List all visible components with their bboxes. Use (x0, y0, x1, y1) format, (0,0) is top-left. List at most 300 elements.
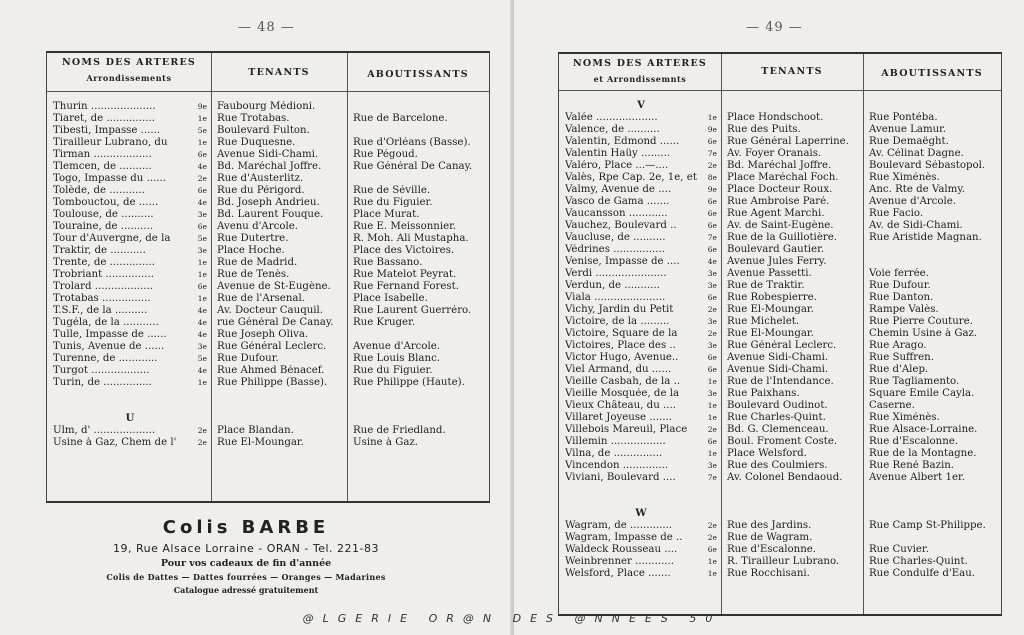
street-name: Vieux Château, du .... (565, 400, 676, 411)
endpoint-cell: Rue Ximénès. (869, 172, 940, 183)
endpoint-cell: Rue Pontéba. (869, 112, 938, 123)
tenant-cell: Rue d'Austerlitz. (217, 173, 304, 184)
street-row (53, 245, 207, 257)
street-row (565, 340, 717, 352)
arrondissement: 2e (707, 521, 717, 530)
street-name: Weinbrenner ............ (565, 556, 675, 567)
tenant-cell: Rue Trotabas. (217, 113, 290, 124)
street-name: Vaucluse, de .......... (565, 232, 666, 243)
street-name: Victoires, Place des .. (565, 340, 676, 351)
street-row (565, 292, 717, 304)
tenant-cell: Place Hoche. (217, 245, 285, 256)
arrondissement: 2e (707, 329, 717, 338)
endpoint-cell: Rue Ximénès. (869, 412, 940, 423)
right-page (514, 0, 1024, 635)
arrondissement: 9e (707, 185, 717, 194)
street-name: Tour d'Auvergne, de la (53, 233, 171, 244)
endpoints-column (353, 101, 487, 449)
street-name: Verdi ...................... (565, 268, 667, 279)
arrondissement: 3e (707, 281, 717, 290)
arrondissement: 9e (197, 102, 207, 111)
street-name: Vieille Casbah, de la .. (565, 376, 681, 387)
tenant-cell: Rue Agent Marchi. (727, 208, 825, 219)
street-name: Toulouse, de .......... (53, 209, 154, 220)
street-row (53, 137, 207, 149)
tenants-column (217, 101, 347, 449)
column-header-streets: NOMS DES ARTERES et Arrondissemnts (573, 58, 707, 84)
arrondissement: 6e (707, 221, 717, 230)
street-name: Valéro, Place ...—.... (565, 160, 669, 171)
endpoint-cell: Rue de Friedland. (353, 425, 446, 436)
street-names-column (53, 101, 207, 449)
tenant-cell: Rue Philippe (Basse). (217, 377, 328, 388)
tenant-cell: Avenue Passetti. (727, 268, 812, 279)
street-row (565, 316, 717, 328)
street-row (53, 377, 207, 389)
tenant-cell: Place Maréchal Foch. (727, 172, 839, 183)
arrondissement: 4e (197, 366, 207, 375)
arrondissement: 3e (197, 342, 207, 351)
arrondissement: 2e (707, 533, 717, 542)
street-row (53, 437, 207, 449)
endpoint-cell: Rue du Figuier. (353, 197, 433, 208)
street-row (53, 233, 207, 245)
street-row (565, 112, 717, 124)
endpoint-cell (353, 101, 487, 113)
street-name: Vilna, de ............... (565, 448, 663, 459)
street-row (565, 424, 717, 436)
arrondissement: 3e (707, 341, 717, 350)
street-name: Thurin .................... (53, 101, 156, 112)
arrondissement: 6e (197, 150, 207, 159)
street-row (565, 400, 717, 412)
tenant-cell: Place Welsford. (727, 448, 807, 459)
street-row (53, 341, 207, 353)
arrondissement: 1e (707, 113, 717, 122)
street-row (565, 544, 717, 556)
endpoint-cell: Place Isabelle. (353, 293, 428, 304)
advert-catalogue: Catalogue adressé gratuitement (173, 585, 319, 595)
arrondissement: 1e (707, 449, 717, 458)
street-row (53, 113, 207, 125)
endpoint-cell: Rue Fernand Forest. (353, 281, 459, 292)
endpoint-cell: Caserne. (869, 400, 915, 411)
arrondissement: 6e (707, 545, 717, 554)
street-row (565, 328, 717, 340)
endpoint-cell: Rue d'Orléans (Basse). (353, 137, 471, 148)
arrondissement: 1e (707, 557, 717, 566)
tenant-cell: Rue Dufour. (217, 353, 279, 364)
tenant-cell: Av. de Saint-Eugène. (727, 220, 834, 231)
spacer (869, 508, 999, 520)
advert-tagline: Pour vos cadeaux de fin d'année (160, 558, 332, 569)
street-row (53, 317, 207, 329)
street-row (565, 376, 717, 388)
tenant-cell: Rue de Traktir. (727, 280, 805, 291)
street-row (565, 136, 717, 148)
arrondissement: 2e (197, 438, 207, 447)
column-header-streets: NOMS DES ARTERES Arrondissements (62, 57, 196, 83)
street-row (53, 329, 207, 341)
streets-table (558, 52, 1002, 616)
street-name: Tirailleur Lubrano, du (53, 137, 168, 148)
street-name: Valès, Rpe Cap. 2e, 1e, et (565, 172, 697, 183)
endpoint-cell: Place des Victoires. (353, 245, 455, 256)
endpoint-cell: Voie ferrée. (869, 268, 929, 279)
tenant-cell: Rue de l'Intendance. (727, 376, 834, 387)
street-name: Tibesti, Impasse ...... (53, 125, 161, 136)
tenant-cell: rue Général De Canay. (217, 317, 334, 328)
endpoint-cell: Place Murat. (353, 209, 420, 220)
street-row (53, 149, 207, 161)
spacer (869, 496, 999, 508)
arrondissement: 2e (707, 161, 717, 170)
street-row (53, 365, 207, 377)
arrondissement: 5e (197, 234, 207, 243)
street-name: Togo, Impasse du ...... (53, 173, 167, 184)
arrondissement: 1e (707, 569, 717, 578)
arrondissement: 1e (197, 294, 207, 303)
arrondissement: 6e (707, 137, 717, 146)
street-name: Valentin, Edmond ...... (565, 136, 680, 147)
arrondissement: 3e (707, 461, 717, 470)
tenant-cell: Bd. Laurent Fouque. (217, 209, 324, 220)
arrondissement: 3e (707, 269, 717, 278)
arrondissement: 1e (707, 377, 717, 386)
spacer (217, 401, 347, 413)
street-name: Valmy, Avenue de .... (565, 184, 672, 195)
street-name: Valence, de .......... (565, 124, 660, 135)
street-row (53, 269, 207, 281)
street-row (53, 185, 207, 197)
street-name: Venise, Impasse de .... (565, 256, 680, 267)
street-row (565, 256, 717, 268)
tenant-cell: Av. Colonel Bendaoud. (727, 472, 843, 483)
street-name: Wagram, de ............. (565, 520, 673, 531)
tenant-cell: Av. Foyer Oranais. (727, 148, 822, 159)
tenant-cell: Avenue de St-Eugène. (217, 281, 331, 292)
advertisement (96, 517, 396, 595)
street-row (53, 221, 207, 233)
street-row (53, 125, 207, 137)
endpoint-cell: Rue Tagliamento. (869, 376, 960, 387)
tenant-cell: Bd. Joseph Andrieu. (217, 197, 320, 208)
spacer (869, 484, 999, 496)
tenant-cell: Rue du Périgord. (217, 185, 305, 196)
street-row (565, 160, 717, 172)
tenant-cell: Bd. Maréchal Joffre. (217, 161, 322, 172)
street-name: Viviani, Boulevard .... (565, 472, 676, 483)
section-letter: U (125, 413, 135, 424)
endpoint-cell: Rue Suffren. (869, 352, 934, 363)
arrondissement: 2e (197, 426, 207, 435)
endpoint-cell: Rue Charles-Quint. (869, 556, 968, 567)
endpoint-cell: Usine à Gaz. (353, 437, 419, 448)
street-name: Vasco de Gama ....... (565, 196, 670, 207)
street-row (53, 353, 207, 365)
endpoint-cell: Rampe Valès. (869, 304, 939, 315)
street-row (565, 568, 717, 580)
street-name: Vincendon .............. (565, 460, 669, 471)
streets-table (46, 51, 490, 503)
arrondissement: 3e (707, 389, 717, 398)
arrondissement: 1e (707, 413, 717, 422)
arrondissement: 1e (197, 258, 207, 267)
tenant-cell: Rue El-Moungar. (727, 328, 814, 339)
tenant-cell: Boulevard Oudinot. (727, 400, 828, 411)
spacer (869, 100, 999, 112)
tenant-cell: Rue d'Escalonne. (727, 544, 817, 555)
street-row (565, 208, 717, 220)
endpoint-cell: Rue E. Meissonnier. (353, 221, 457, 232)
street-names-column (565, 100, 717, 580)
street-row (565, 268, 717, 280)
street-name: Vichy, Jardin du Petit (565, 304, 674, 315)
street-name: Victoire, de la ......... (565, 316, 670, 327)
section-letter: V (637, 100, 645, 111)
spacer (217, 413, 347, 425)
tenant-cell: Rue de Tenès. (217, 269, 290, 280)
street-name: Touraine, de .......... (53, 221, 154, 232)
endpoint-cell: Rue de Séville. (353, 185, 431, 196)
spacer (727, 100, 863, 112)
arrondissement: 2e (707, 425, 717, 434)
street-name: Tunis, Avenue de ...... (53, 341, 165, 352)
arrondissement: 1e (707, 401, 717, 410)
endpoint-cell: Chemin Usine à Gaz. (869, 328, 978, 339)
endpoint-cell: Rue Danton. (869, 292, 934, 303)
street-name: Tombouctou, de ...... (53, 197, 159, 208)
endpoint-cell (353, 125, 487, 137)
endpoint-cell: Rue Matelot Peyrat. (353, 269, 457, 280)
watermark: @LGERIE OR@N DES @NNEES 50 (302, 612, 722, 625)
endpoint-cell: R. Moh. Ali Mustapha. (353, 233, 469, 244)
street-name: Victor Hugo, Avenue.. (565, 352, 679, 363)
street-name: Tlemcen, de .......... (53, 161, 152, 172)
street-name: Verdun, de ........... (565, 280, 660, 291)
endpoint-cell: Rue Pierre Couture. (869, 316, 973, 327)
tenant-cell: Rue Rocchisani. (727, 568, 810, 579)
street-name: Tolède, de ........... (53, 185, 145, 196)
endpoint-cell: Avenue Lamur. (869, 124, 947, 135)
endpoint-cell: Rue Pégoud. (353, 149, 418, 160)
street-row (53, 305, 207, 317)
street-row (565, 472, 717, 484)
street-name: Trotabas ............... (53, 293, 151, 304)
endpoint-cell: Avenue d'Arcole. (353, 341, 441, 352)
arrondissement: 7e (707, 149, 717, 158)
street-row (565, 232, 717, 244)
endpoint-cell (353, 329, 487, 341)
spacer (727, 484, 863, 496)
street-name: Villemin ................. (565, 436, 666, 447)
arrondissement: 4e (197, 306, 207, 315)
page-number: — 49 — (746, 20, 803, 35)
arrondissement: 6e (707, 293, 717, 302)
tenant-cell: Avenu d'Arcole. (217, 221, 299, 232)
street-name: T.S.F., de la .......... (53, 305, 148, 316)
spacer (353, 389, 487, 401)
arrondissement: 6e (707, 365, 717, 374)
column-header-tenants: TENANTS (248, 67, 310, 78)
arrondissement: 1e (197, 114, 207, 123)
arrondissement: 7e (707, 233, 717, 242)
street-row (565, 412, 717, 424)
street-name: Védrines ................ (565, 244, 665, 255)
tenant-cell: Boulevard Gautier. (727, 244, 825, 255)
spacer (565, 496, 717, 508)
spacer (53, 389, 207, 401)
spacer (53, 401, 207, 413)
endpoint-cell: Av. de Sidi-Chami. (869, 220, 963, 231)
tenant-cell: Rue Dutertre. (217, 233, 289, 244)
endpoint-cell: Rue de la Montagne. (869, 448, 977, 459)
street-name: Viel Armand, du ...... (565, 364, 672, 375)
street-row (53, 101, 207, 113)
arrondissement: 8e (707, 173, 717, 182)
street-row (53, 425, 207, 437)
arrondissement: 4e (707, 257, 717, 266)
tenant-cell: Rue Général Laperrine. (727, 136, 849, 147)
endpoint-cell: Rue d'Escalonne. (869, 436, 959, 447)
advert-products: Colis de Dattes — Dattes fourrées — Oranges — Madarines (106, 572, 386, 582)
street-row (565, 388, 717, 400)
tenant-cell: Rue Duquesne. (217, 137, 296, 148)
arrondissement: 1e (197, 138, 207, 147)
endpoint-cell: Anc. Rte de Valmy. (869, 184, 965, 195)
street-row (53, 209, 207, 221)
tenant-cell: Rue Général Leclerc. (727, 340, 837, 351)
arrondissement: 9e (707, 125, 717, 134)
street-row (565, 304, 717, 316)
endpoint-cell: Rue Facio. (869, 208, 924, 219)
spacer (353, 413, 487, 425)
street-row (565, 460, 717, 472)
endpoint-cell: Rue René Bazin. (869, 460, 955, 471)
tenant-cell: R. Tirailleur Lubrano. (727, 556, 840, 567)
street-row (565, 172, 717, 184)
tenant-cell: Place Blandan. (217, 425, 294, 436)
tenant-cell: Rue de l'Arsenal. (217, 293, 305, 304)
tenant-cell: Rue des Puits. (727, 124, 801, 135)
arrondissement: 6e (707, 353, 717, 362)
column-header-endpoints: ABOUTISSANTS (367, 69, 469, 80)
tenant-cell: Place Docteur Roux. (727, 184, 833, 195)
endpoint-cell: Rue Arago. (869, 340, 927, 351)
endpoint-cell (869, 256, 999, 268)
arrondissement: 2e (197, 174, 207, 183)
spacer (217, 389, 347, 401)
tenants-column (727, 100, 863, 580)
street-name: Valentin Haüy ......... (565, 148, 671, 159)
arrondissement: 4e (197, 318, 207, 327)
street-row (53, 281, 207, 293)
tenant-cell: Rue Général Leclerc. (217, 341, 327, 352)
street-row (565, 532, 717, 544)
street-name: Victoire, Square de la (565, 328, 678, 339)
street-row (565, 280, 717, 292)
endpoint-cell: Rue Laurent Guerréro. (353, 305, 472, 316)
street-name: Usine à Gaz, Chem de l' (53, 437, 177, 448)
arrondissement: 6e (197, 282, 207, 291)
tenant-cell: Rue Robespierre. (727, 292, 817, 303)
street-name: Viala ...................... (565, 292, 666, 303)
advert-address: 19, Rue Alsace Lorraine - ORAN - Tel. 221-83 (113, 542, 379, 555)
arrondissement: 2e (707, 305, 717, 314)
arrondissement: 6e (197, 222, 207, 231)
endpoint-cell: Rue Aristide Magnan. (869, 232, 982, 243)
tenant-cell: Rue Ambroise Paré. (727, 196, 830, 207)
street-name: Traktir, de ........... (53, 245, 146, 256)
tenant-cell: Bd. G. Clemenceau. (727, 424, 829, 435)
endpoint-cell (869, 532, 999, 544)
spacer (565, 484, 717, 496)
arrondissement: 6e (197, 186, 207, 195)
street-name: Tulle, Impasse de ...... (53, 329, 167, 340)
street-row (53, 173, 207, 185)
tenant-cell: Rue des Jardins. (727, 520, 812, 531)
street-name: Waldeck Rousseau .... (565, 544, 678, 555)
arrondissement: 5e (197, 126, 207, 135)
endpoint-cell: Rue de Barcelone. (353, 113, 448, 124)
tenant-cell: Av. Docteur Cauquil. (217, 305, 324, 316)
street-name: Villebois Mareuil, Place (565, 424, 688, 435)
page-number: — 48 — (238, 20, 295, 35)
endpoint-cell: Rue d'Alep. (869, 364, 929, 375)
tenant-cell: Rue des Coulmiers. (727, 460, 828, 471)
spacer (353, 401, 487, 413)
tenant-cell: Rue Michelet. (727, 316, 800, 327)
street-row (565, 124, 717, 136)
spacer (727, 508, 863, 520)
street-name: Welsford, Place ....... (565, 568, 671, 579)
street-name: Vauchez, Boulevard .. (565, 220, 677, 231)
street-row (565, 196, 717, 208)
tenant-cell: Avenue Sidi-Chami. (217, 149, 319, 160)
endpoint-cell (869, 244, 999, 256)
endpoint-cell: Boulevard Sébastopol. (869, 160, 986, 171)
column-header-tenants: TENANTS (761, 66, 823, 77)
endpoint-cell: Av. Célinat Dagne. (869, 148, 964, 159)
endpoint-cell: Square Emile Cayla. (869, 388, 975, 399)
endpoint-cell: Rue Bassano. (353, 257, 423, 268)
tenant-cell: Rue de la Guillotière. (727, 232, 837, 243)
arrondissement: 6e (707, 245, 717, 254)
tenant-cell: Rue Joseph Oliva. (217, 329, 309, 340)
street-row (565, 220, 717, 232)
endpoint-cell: Avenue d'Arcole. (869, 196, 957, 207)
street-name: Turgot .................. (53, 365, 150, 376)
street-row (565, 364, 717, 376)
advert-brand: Colis BARBE (162, 517, 330, 538)
endpoint-cell (353, 173, 487, 185)
street-row (53, 161, 207, 173)
street-row (565, 352, 717, 364)
street-name: Turin, de ............... (53, 377, 152, 388)
tenant-cell: Faubourg Médioni. (217, 101, 316, 112)
arrondissement: 6e (707, 437, 717, 446)
endpoint-cell: Rue Condulfe d'Eau. (869, 568, 975, 579)
street-row (565, 436, 717, 448)
tenant-cell: Boul. Froment Coste. (727, 436, 838, 447)
street-name: Vieille Mosquée, de la (565, 388, 680, 399)
street-name: Turenne, de ............ (53, 353, 158, 364)
tenant-cell: Bd. Maréchal Joffre. (727, 160, 832, 171)
tenant-cell: Place Hondschoot. (727, 112, 824, 123)
endpoint-cell: Rue Camp St-Philippe. (869, 520, 986, 531)
arrondissement: 3e (197, 210, 207, 219)
street-row (565, 520, 717, 532)
